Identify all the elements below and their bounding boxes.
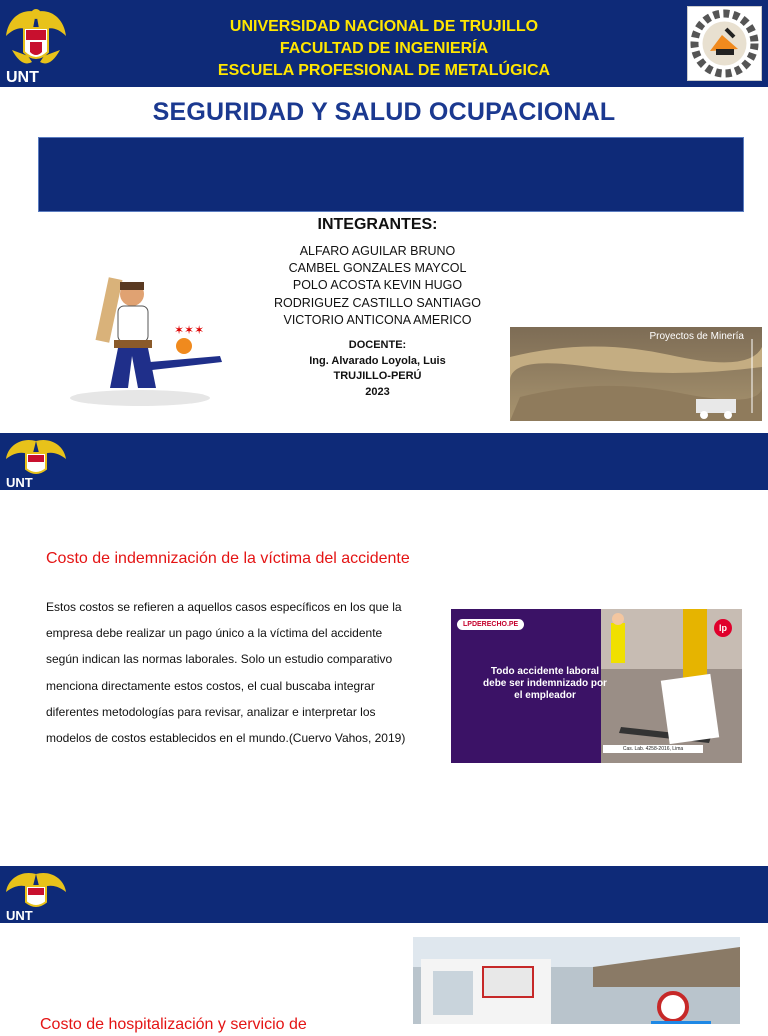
slide-indemnization bbox=[0, 433, 768, 857]
lp-caption: Cas. Lab. 4258-2016, Lima bbox=[603, 745, 703, 753]
docente-label: DOCENTE: bbox=[348, 339, 407, 351]
location: TRUJILLO-PERÚ bbox=[333, 370, 422, 382]
university-name: UNIVERSIDAD NACIONAL DE TRUJILLO bbox=[229, 18, 539, 35]
members-list bbox=[250, 243, 505, 329]
slide-hospitalization bbox=[0, 866, 768, 1033]
svg-text:✶✶✶: ✶✶✶ bbox=[174, 323, 205, 337]
unt-logo bbox=[2, 4, 70, 84]
unt-logo bbox=[2, 435, 70, 489]
header-bar bbox=[0, 866, 768, 923]
lpderecho-image bbox=[451, 609, 742, 763]
member-name: VICTORIO ANTICONA AMERICO bbox=[283, 312, 472, 327]
section-heading: Costo de indemnización de la víctima del accidente bbox=[46, 550, 410, 567]
page-title: SEGURIDAD Y SALUD OCUPACIONAL bbox=[152, 98, 616, 126]
mining-label: Proyectos de Minería bbox=[649, 331, 744, 342]
logo-text: UNT bbox=[6, 69, 39, 86]
unt-logo bbox=[2, 868, 70, 922]
header-bar bbox=[0, 433, 768, 490]
title-banner bbox=[38, 137, 744, 212]
header-bar bbox=[0, 0, 768, 87]
section-body: Estos costos se refieren a aquellos casos específicos en los que la empresa debe realizar un pago único a la víctima del accidente según indican las normas laborales. Solo un estudio comparativo menciona directamente estos costos, el cual buscaba integrar diferentes metodologías para revisar, analizar e interpretar los modelos de costos establecidos en el mundo.(Cuervo Vahos, 2019) bbox=[46, 600, 406, 746]
logo-text: UNT bbox=[6, 908, 33, 923]
lp-logo-icon: lp bbox=[714, 619, 732, 637]
ambulance-image bbox=[413, 937, 740, 1024]
faculty-name: FACULTAD DE INGENIERÍA bbox=[279, 40, 489, 57]
slide-title bbox=[0, 0, 768, 424]
university-header bbox=[150, 16, 618, 82]
year: 2023 bbox=[365, 385, 390, 398]
member-name: CAMBEL GONZALES MAYCOL bbox=[288, 261, 467, 276]
logo-text: UNT bbox=[6, 475, 33, 490]
mining-image bbox=[510, 327, 762, 421]
docente-name: Ing. Alvarado Loyola, Luis bbox=[309, 354, 446, 367]
accident-cartoon-image bbox=[40, 272, 235, 415]
school-name: ESCUELA PROFESIONAL DE METALÚGICA bbox=[217, 62, 551, 79]
lp-brand-badge: LPDERECHO.PE bbox=[457, 619, 524, 630]
member-name: RODRIGUEZ CASTILLO SANTIAGO bbox=[274, 295, 481, 310]
docente-block bbox=[250, 338, 505, 400]
member-name: ALFARO AGUILAR BRUNO bbox=[299, 244, 456, 258]
faculty-logo bbox=[687, 6, 762, 81]
section-heading: Costo de hospitalización y servicio de bbox=[40, 1016, 307, 1033]
member-name: POLO ACOSTA KEVIN HUGO bbox=[292, 278, 463, 293]
lp-card-text: Todo accidente laboral debe ser indemnizado por el empleador bbox=[483, 666, 607, 701]
members-heading: INTEGRANTES: bbox=[317, 216, 438, 233]
